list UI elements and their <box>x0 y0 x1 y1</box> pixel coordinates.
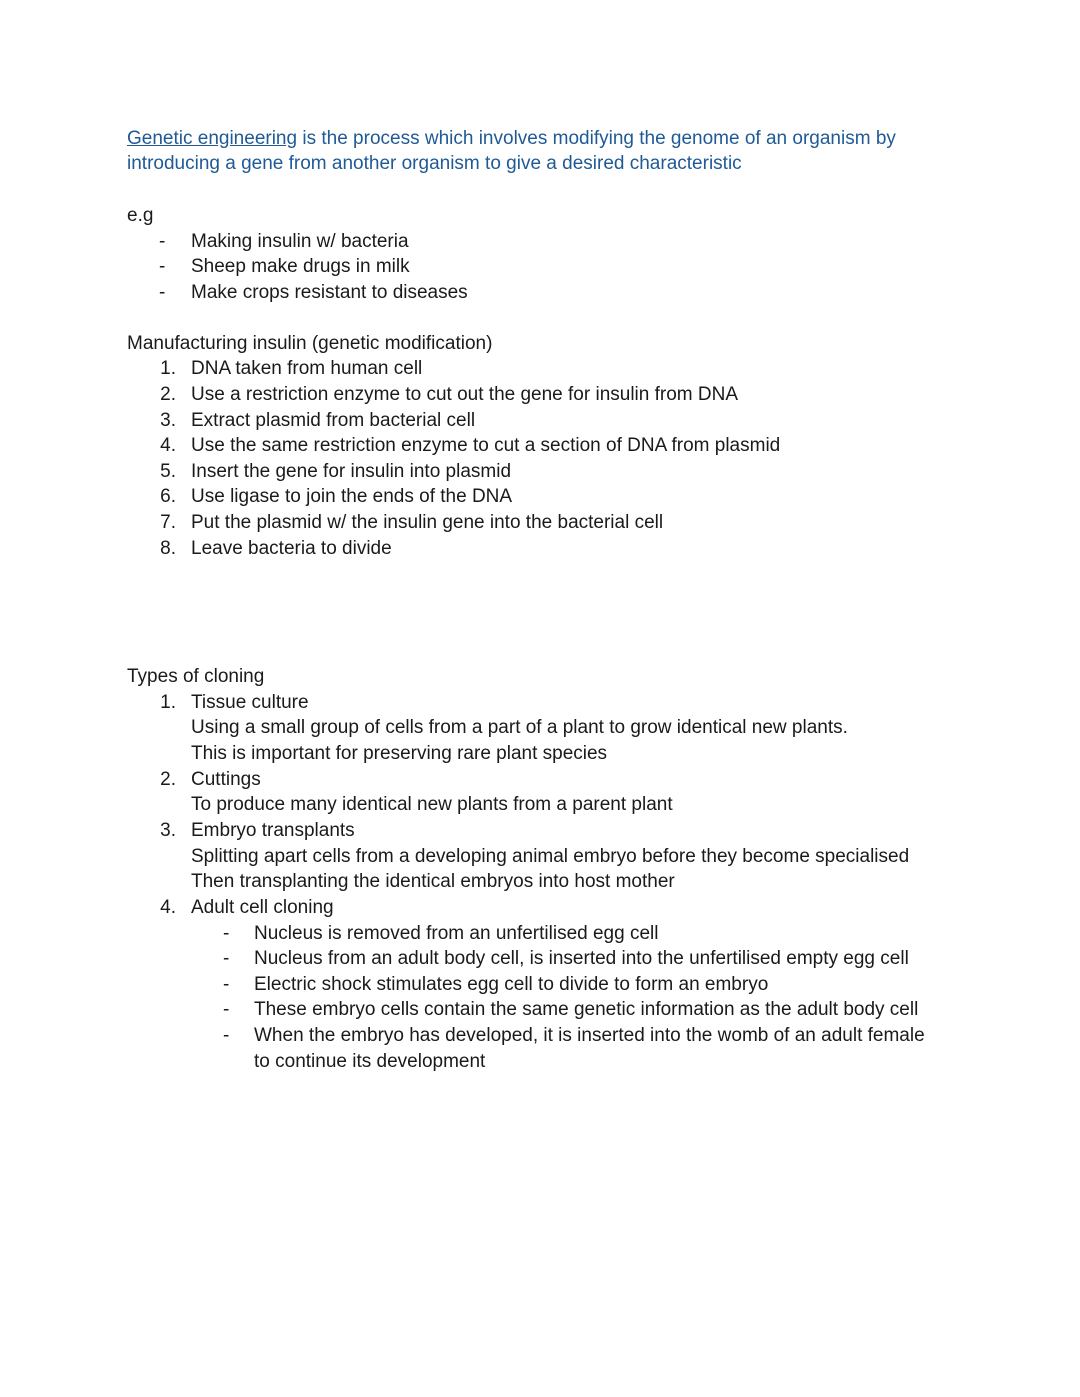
bullet-dash: - <box>223 999 230 1020</box>
list-number: 3. <box>160 820 176 841</box>
bullet-dash: - <box>223 948 230 969</box>
list-number: 3. <box>160 410 176 431</box>
intro-line-1-text: is the process which involves modifying the genome of an organism by <box>297 128 896 149</box>
intro-line-2: introducing a gene from another organism to give a desired characteristic <box>127 153 742 174</box>
intro-line-1 <box>127 126 896 152</box>
insulin-step: DNA taken from human cell <box>191 358 423 379</box>
insulin-step: Insert the gene for insulin into plasmid <box>191 461 512 482</box>
cloning-type-title: Tissue culture <box>191 692 309 713</box>
insulin-step: Put the plasmid w/ the insulin gene into the bacterial cell <box>191 512 664 533</box>
examples-label: e.g <box>127 205 154 226</box>
insulin-step: Leave bacteria to divide <box>191 538 392 559</box>
genetic-engineering-link[interactable]: Genetic engineering <box>127 128 298 149</box>
cloning-type-detail: This is important for preserving rare plant species <box>191 743 608 764</box>
cloning-type-detail: Then transplanting the identical embryos into host mother <box>191 871 675 892</box>
cloning-type-detail: To produce many identical new plants from a parent plant <box>191 794 673 815</box>
example-item: Sheep make drugs in milk <box>191 256 410 277</box>
list-number: 2. <box>160 384 176 405</box>
bullet-dash: - <box>159 231 166 252</box>
bullet-dash: - <box>223 1025 230 1046</box>
list-number: 8. <box>160 538 176 559</box>
bullet-dash: - <box>159 282 166 303</box>
insulin-step: Extract plasmid from bacterial cell <box>191 410 476 431</box>
example-item: Make crops resistant to diseases <box>191 282 468 303</box>
insulin-step: Use a restriction enzyme to cut out the gene for insulin from DNA <box>191 384 739 405</box>
cloning-type-title: Cuttings <box>191 769 261 790</box>
adult-cloning-step: Nucleus is removed from an unfertilised egg cell <box>254 923 659 944</box>
list-number: 6. <box>160 486 176 507</box>
adult-cloning-step: Nucleus from an adult body cell, is inserted into the unfertilised empty egg cell <box>254 948 909 969</box>
adult-cloning-step: These embryo cells contain the same genetic information as the adult body cell <box>254 999 919 1020</box>
bullet-dash: - <box>159 256 166 277</box>
list-number: 7. <box>160 512 176 533</box>
example-item: Making insulin w/ bacteria <box>191 231 409 252</box>
list-number: 2. <box>160 769 176 790</box>
adult-cloning-step-continued: to continue its development <box>254 1051 486 1072</box>
list-number: 1. <box>160 692 176 713</box>
cloning-type-detail: Using a small group of cells from a part of a plant to grow identical new plants. <box>191 717 848 738</box>
adult-cloning-step: When the embryo has developed, it is inserted into the womb of an adult female <box>254 1025 925 1046</box>
adult-cloning-step: Electric shock stimulates egg cell to divide to form an embryo <box>254 974 769 995</box>
list-number: 4. <box>160 897 176 918</box>
cloning-type-title: Adult cell cloning <box>191 897 334 918</box>
cloning-heading: Types of cloning <box>127 666 265 687</box>
list-number: 1. <box>160 358 176 379</box>
insulin-heading: Manufacturing insulin (genetic modification) <box>127 333 493 354</box>
cloning-type-title: Embryo transplants <box>191 820 355 841</box>
insulin-step: Use ligase to join the ends of the DNA <box>191 486 513 507</box>
list-number: 5. <box>160 461 176 482</box>
bullet-dash: - <box>223 923 230 944</box>
cloning-type-detail: Splitting apart cells from a developing animal embryo before they become specialised <box>191 846 910 867</box>
bullet-dash: - <box>223 974 230 995</box>
insulin-step: Use the same restriction enzyme to cut a section of DNA from plasmid <box>191 435 781 456</box>
list-number: 4. <box>160 435 176 456</box>
